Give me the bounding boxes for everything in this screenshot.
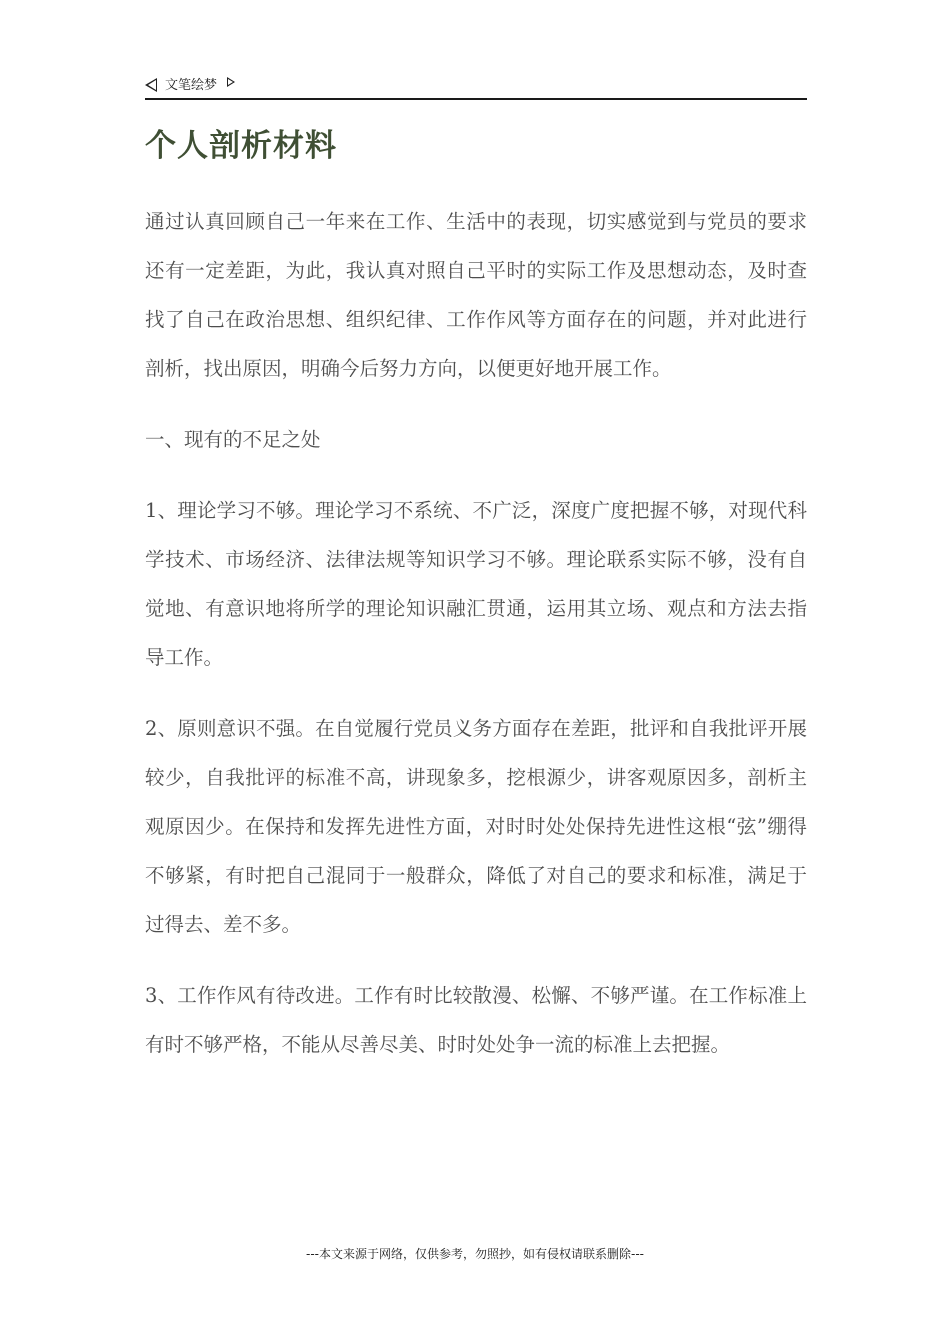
triangle-right-icon xyxy=(227,77,235,87)
paragraph-point-3: 3、工作作风有待改进。工作有时比较散漫、松懈、不够严谨。在工作标准上有时不够严格，不能从尽善尽美、时时处处争一流的标准上去把握。 xyxy=(145,984,807,1056)
triangle-left-icon xyxy=(145,78,157,92)
paragraph-point-1: 1、理论学习不够。理论学习不系统、不广泛，深度广度把握不够，对现代科学技术、市场经济、法律法规等知识学习不够。理论联系实际不够，没有自觉地、有意识地将所学的理论知识融汇贯通，运用其立场、观点和方法去指导工作。 xyxy=(145,499,807,669)
paragraph-intro: 通过认真回顾自己一年来在工作、生活中的表现，切实感觉到与党员的要求还有一定差距，为此，我认真对照自己平时的实际工作及思想动态，及时查找了自己在政治思想、组织纪律、工作作风等方面存在的问题，并对此进行剖析，找出原因，明确今后努力方向，以便更好地开展工作。 xyxy=(145,210,807,380)
section-heading: 一、现有的不足之处 xyxy=(145,428,321,451)
header-title: 文笔绘梦 xyxy=(165,77,218,93)
paragraph-point-2: 2、原则意识不强。在自觉履行党员义务方面存在差距，批评和自我批评开展较少，自我批评的标准不高，讲现象多，挖根源少，讲客观原因多，剖析主观原因少。在保持和发挥先进性方面，对时时处处保持先进性这根“弦”绷得不够紧，有时把自己混同于一般群众，降低了对自己的要求和标准，满足于过得去、差不多。 xyxy=(145,717,807,936)
document-title: 个人剖析材料 xyxy=(145,128,337,164)
page-header xyxy=(145,72,807,100)
footer-disclaimer: ---本文来源于网络，仅供参考，勿照抄，如有侵权请联系删除--- xyxy=(306,1247,644,1261)
document-body xyxy=(145,197,807,1091)
